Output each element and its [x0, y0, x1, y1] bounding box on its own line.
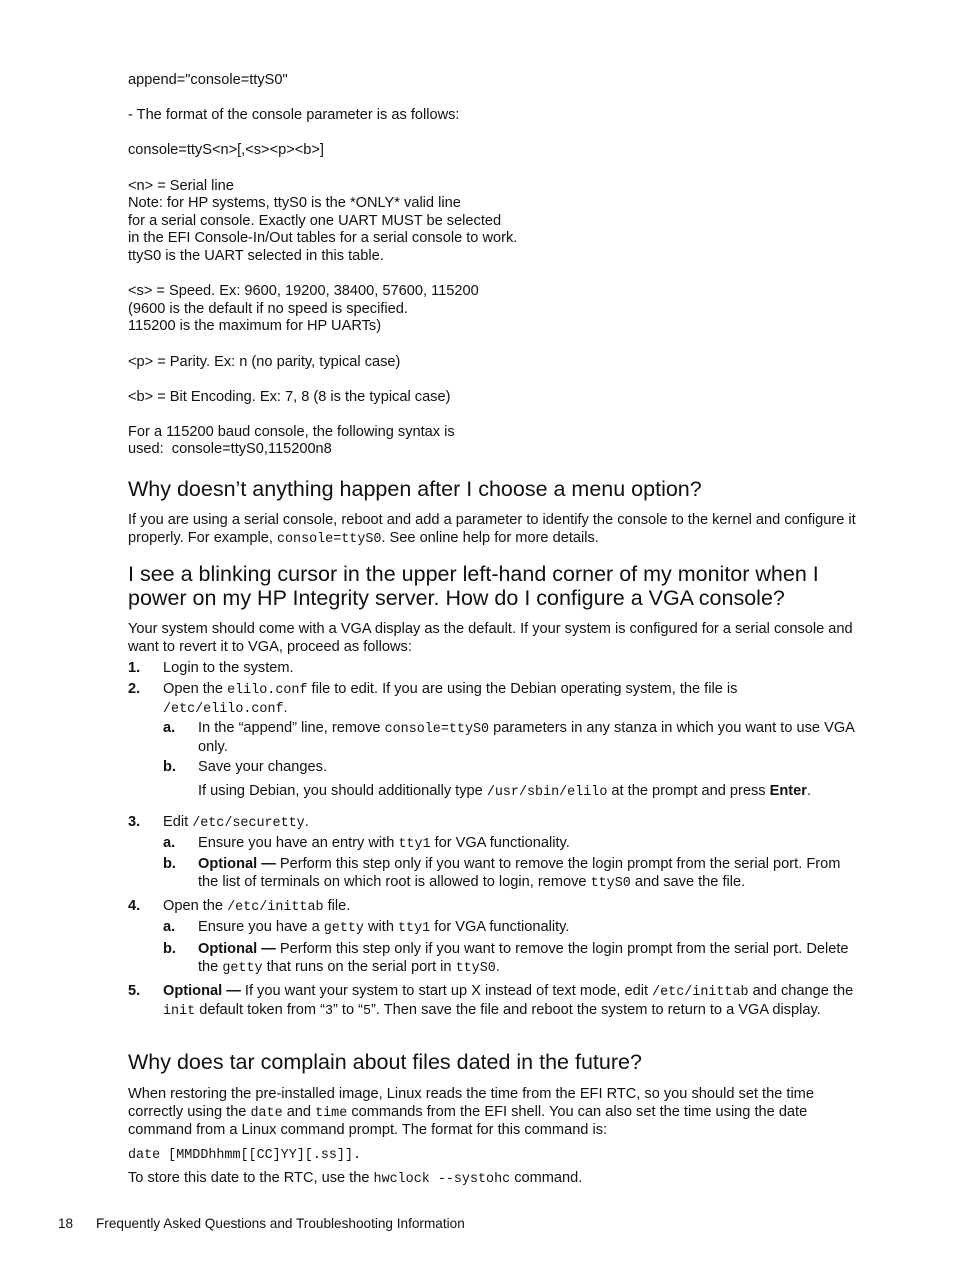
- code-block-line: in the EFI Console-In/Out tables for a serial console to work.: [128, 230, 518, 247]
- step-4b: [163, 941, 863, 977]
- inline-code: time: [315, 1105, 348, 1121]
- step-text: Login to the system.: [163, 660, 294, 676]
- text: Edit: [163, 814, 193, 830]
- text: When restoring the pre-installed image, Linux reads the time from the EFI RTC, so you should set the time correctly using the: [128, 1086, 814, 1120]
- text: for VGA functionality.: [430, 919, 570, 935]
- text: If you are using a serial console, reboot and add a parameter to identify the console to the kernel and configure it properly. For example,: [128, 512, 856, 546]
- inline-code: 5: [363, 1003, 372, 1019]
- code-block-line: ttyS0 is the UART selected in this table.: [128, 247, 384, 264]
- text: with: [363, 919, 398, 935]
- heading-line: I see a blinking cursor in the upper left-hand corner of my monitor when I: [128, 562, 819, 586]
- footer-title: Frequently Asked Questions and Troubleshooting Information: [96, 1216, 465, 1231]
- optional-label: Optional —: [198, 856, 276, 872]
- text: .: [806, 783, 811, 799]
- blank-line: [128, 160, 728, 178]
- paragraph-efi-rtc: [128, 1086, 873, 1140]
- inline-code: /etc/elilo.conf: [163, 701, 284, 717]
- text: commands from the EFI shell. You can also set the time using the date command from a Linux command prompt. The format for this command is:: [128, 1103, 808, 1139]
- step-5: [128, 983, 868, 1020]
- date-format-code: [128, 1146, 873, 1165]
- inline-code: /etc/inittab: [227, 900, 324, 915]
- substep-text: [198, 720, 863, 756]
- step-number: 1.: [128, 660, 141, 676]
- step-3b: [163, 856, 863, 892]
- substep-text: Save your changes.: [198, 759, 327, 775]
- text: file.: [323, 898, 351, 914]
- step-text: [163, 983, 868, 1020]
- optional-label: Optional —: [163, 983, 241, 999]
- text: .: [283, 699, 288, 716]
- text: Perform this step only if you want to remove the login prompt from the serial port. Delete the: [198, 941, 849, 975]
- text: parameters in any stanza in which you want to use VGA only.: [198, 720, 855, 755]
- inline-code: tty1: [398, 837, 431, 852]
- inline-code: 3: [324, 1003, 333, 1019]
- blank-line: [128, 90, 728, 108]
- step-number: 3.: [128, 814, 141, 830]
- blank-line: [128, 371, 728, 389]
- code-block-line: <n> = Serial line: [128, 177, 234, 194]
- blank-line: [128, 406, 728, 424]
- step-text: [163, 898, 868, 917]
- heading-vga-console: [128, 562, 819, 610]
- substep-text: [198, 856, 863, 892]
- text: ” to “: [333, 1001, 363, 1018]
- inline-code: getty: [222, 960, 263, 976]
- step-number: 5.: [128, 983, 141, 999]
- inline-code: console=ttyS0: [276, 531, 382, 547]
- text: that runs on the serial port in: [262, 958, 456, 975]
- code-block-line: For a 115200 baud console, the following syntax is: [128, 423, 455, 440]
- step-1: [128, 660, 868, 678]
- step-4: [128, 898, 868, 917]
- substep-text: [198, 835, 863, 854]
- substep-letter: a.: [163, 835, 176, 851]
- text: and change the: [748, 983, 854, 999]
- text: ”. Then save the file and reboot the system to return to a VGA display.: [371, 1001, 821, 1018]
- substep-letter: b.: [163, 759, 176, 775]
- text: at the prompt and press: [607, 783, 770, 799]
- text: In the “append” line, remove: [198, 720, 385, 736]
- text: and: [282, 1103, 316, 1120]
- step-number: 4.: [128, 898, 141, 914]
- text: Open the: [163, 681, 228, 697]
- text: and save the file.: [630, 873, 746, 890]
- optional-label: Optional —: [198, 941, 276, 957]
- text: Ensure you have a: [198, 919, 324, 935]
- code-block-line: <s> = Speed. Ex: 9600, 19200, 38400, 57600, 115200: [128, 283, 479, 300]
- blank-line: [128, 266, 728, 284]
- step-text: [163, 814, 868, 833]
- text: If using Debian, you should additionally type: [198, 783, 487, 799]
- code-block-line: <b> = Bit Encoding. Ex: 7, 8 (8 is the typical case): [128, 388, 451, 405]
- paragraph-vga-intro: Your system should come with a VGA display as the default. If your system is configured for a serial console and want to revert it to VGA, proceed as follows:: [128, 621, 853, 655]
- step-2a: [163, 720, 863, 756]
- substep-text: [198, 919, 863, 938]
- step-2b: [163, 759, 863, 777]
- text: . See online help for more details.: [381, 529, 599, 546]
- code-block-line: console=ttyS<n>[,<s><p><b>]: [128, 142, 324, 159]
- inline-code: elilo.conf: [227, 683, 308, 698]
- inline-code: ttyS0: [455, 960, 496, 976]
- text: Perform this step only if you want to remove the login prompt from the serial port. From the list of terminals on which root is allowed to login, remove: [198, 856, 841, 890]
- text: Open the: [163, 898, 228, 914]
- note-text: [198, 783, 863, 802]
- inline-code: tty1: [398, 921, 431, 936]
- console-parameter-notes: [128, 72, 728, 459]
- inline-code: date: [250, 1105, 283, 1121]
- step-text: [163, 681, 868, 718]
- text: command.: [510, 1170, 583, 1186]
- step-number: 2.: [128, 681, 141, 697]
- step-2b-note: [163, 783, 863, 802]
- page-number: 18: [58, 1216, 74, 1231]
- text: Ensure you have an entry with: [198, 835, 399, 851]
- heading-line: power on my HP Integrity server. How do I configure a VGA console?: [128, 586, 785, 610]
- code-block-line: <p> = Parity. Ex: n (no parity, typical case): [128, 353, 401, 370]
- substep-letter: b.: [163, 856, 176, 872]
- code-line: date [MMDDhhmm[[CC]YY][.ss]].: [128, 1148, 362, 1163]
- text: To store this date to the RTC, use the: [128, 1170, 374, 1186]
- substep-letter: b.: [163, 941, 176, 957]
- heading-tar-complain: Why does tar complain about files dated in the future?: [128, 1050, 642, 1074]
- inline-code: hwclock --systohc: [373, 1172, 511, 1187]
- substep-text: [198, 941, 863, 977]
- substep-letter: a.: [163, 919, 176, 935]
- paragraph-hwclock: [128, 1170, 873, 1189]
- code-block-line: 115200 is the maximum for HP UARTs): [128, 318, 382, 335]
- step-3a: [163, 835, 863, 854]
- inline-code: /usr/sbin/elilo: [486, 785, 608, 800]
- text: .: [495, 958, 500, 975]
- blank-line: [128, 125, 728, 143]
- step-4a: [163, 919, 863, 938]
- inline-code: getty: [323, 921, 364, 936]
- inline-code: /etc/securetty: [192, 816, 305, 831]
- code-block-line: (9600 is the default if no speed is specified.: [128, 300, 408, 317]
- code-block-line: for a serial console. Exactly one UART MUST be selected: [128, 212, 502, 229]
- text: file to edit. If you are using the Debian operating system, the file is: [307, 681, 738, 697]
- code-block-line: used: console=ttyS0,115200n8: [128, 441, 332, 458]
- text: If you want your system to start up X instead of text mode, edit: [240, 983, 653, 999]
- text: default token from “: [195, 1001, 325, 1018]
- inline-code: ttyS0: [590, 875, 631, 891]
- blank-line: [128, 336, 728, 354]
- inline-code: init: [163, 1003, 196, 1019]
- inline-code: console=ttyS0: [384, 722, 490, 737]
- step-2: [128, 681, 868, 718]
- code-block-line: append="console=ttyS0": [128, 72, 288, 88]
- heading-menu-option: Why doesn’t anything happen after I choose a menu option?: [128, 477, 702, 501]
- text: .: [304, 814, 309, 830]
- substep-letter: a.: [163, 720, 176, 736]
- inline-code: /etc/inittab: [652, 985, 749, 1000]
- text: for VGA functionality.: [430, 835, 570, 851]
- code-block-line: Note: for HP systems, ttyS0 is the *ONLY* valid line: [128, 195, 461, 212]
- bold-key: Enter: [769, 783, 807, 799]
- paragraph-serial-console: [128, 512, 873, 548]
- step-3: [128, 814, 868, 833]
- code-block-line: - The format of the console parameter is as follows:: [128, 107, 460, 124]
- page-footer: [58, 1216, 465, 1231]
